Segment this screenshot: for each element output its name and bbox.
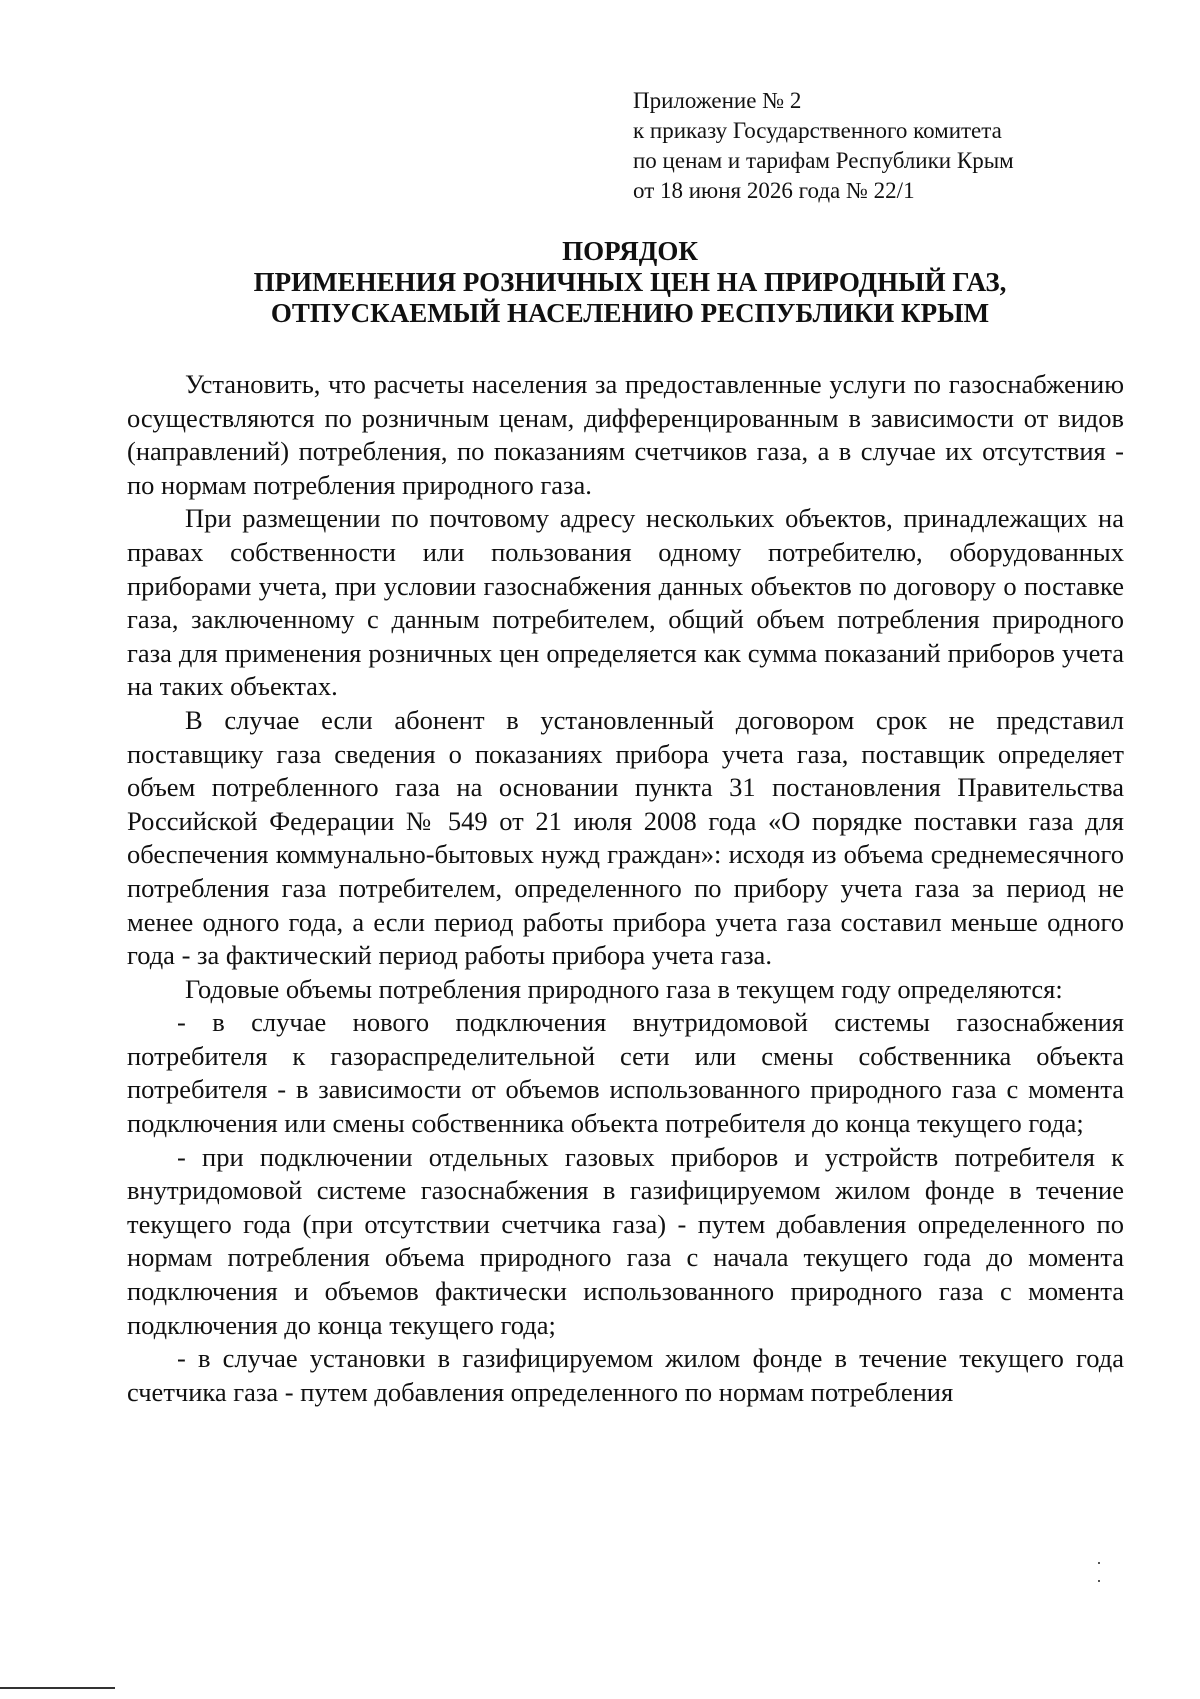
document-heading [130,236,1130,329]
scan-artifact-dot [1098,1580,1100,1582]
document-body [127,368,1124,1409]
list-item-new-connection: - в случае нового подключения внутридомовой системы газоснабжения потребителя к газораспределительной сети или смены собственника объекта потребителя - в зависимости от объемов использованного природного газа с момента подключения или смены собственника объекта потребителя до конца текущего года; [127,1007,1124,1139]
paragraph-annual-volumes: Годовые объемы потребления природного газа в текущем году определяются: [185,973,1063,1004]
list-item-appliance-connection: - при подключении отдельных газовых приборов и устройств потребителя к внутридомовой системе газоснабжения в газифицируемом жилом фонде в течение текущего года (при отсутствии счетчика газа) - путем добавления определенного по нормам потребления объема природного газа с начала текущего года до момента подключения и объемов фактически использованного природного газа с момента подключения до конца текущего года; [127,1141,1124,1340]
scan-artifact-dot [1098,1562,1100,1564]
heading-subtitle-line1: ПРИМЕНЕНИЯ РОЗНИЧНЫХ ЦЕН НА ПРИРОДНЫЙ ГАЗ, [253,267,1007,297]
annex-order-reference: к приказу Государственного комитета [633,118,1002,143]
paragraph-missing-readings: В случае если абонент в установленный договором срок не представил поставщику газа сведения о показаниях прибора учета газа, поставщик определяет объем потребленного газа на основании пункта 31 постановления Правительства Российской Федерации № 549 от 21 июля 2008 года «О порядке поставки газа для обеспечения коммунально-бытовых нужд граждан»: исходя из объема среднемесячного потребления газа потребителем, определенного по прибору учета газа за период не менее одного года, а если период работы прибора учета газа составил меньше одного года - за фактический период работы прибора учета газа. [127,704,1124,971]
paragraph-settlements: Установить, что расчеты населения за предоставленные услуги по газоснабжению осуществляются по розничным ценам, дифференцированным в зависимости от видов (направлений) потребления, по показаниям счетчиков газа, а в случае их отсутствия - по нормам потребления природного газа. [127,369,1124,500]
annex-number: Приложение № 2 [633,88,802,113]
list-item-meter-installation: - в случае установки в газифицируемом жилом фонде в течение текущего года счетчика газа - путем добавления определенного по нормам потребления [127,1343,1124,1407]
heading-subtitle-line2: ОТПУСКАЕМЫЙ НАСЕЛЕНИЮ РЕСПУБЛИКИ КРЫМ [270,298,990,328]
scan-artifact-line [0,1687,115,1689]
heading-title: ПОРЯДОК [562,236,698,266]
annex-committee: по ценам и тарифам Республики Крым [633,148,1014,173]
annex-date: от 18 июня 2026 года № 22/1 [633,178,915,203]
paragraph-multiple-objects: При размещении по почтовому адресу нескольких объектов, принадлежащих на правах собственности или пользования одному потребителю, оборудованных приборами учета, при условии газоснабжения данных объектов по договору о поставке газа, заключенному с данным потребителем, общий объем потребления природного газа для применения розничных цен определяется как сумма показаний приборов учета на таких объектах. [127,503,1124,702]
annex-block [633,86,1093,206]
